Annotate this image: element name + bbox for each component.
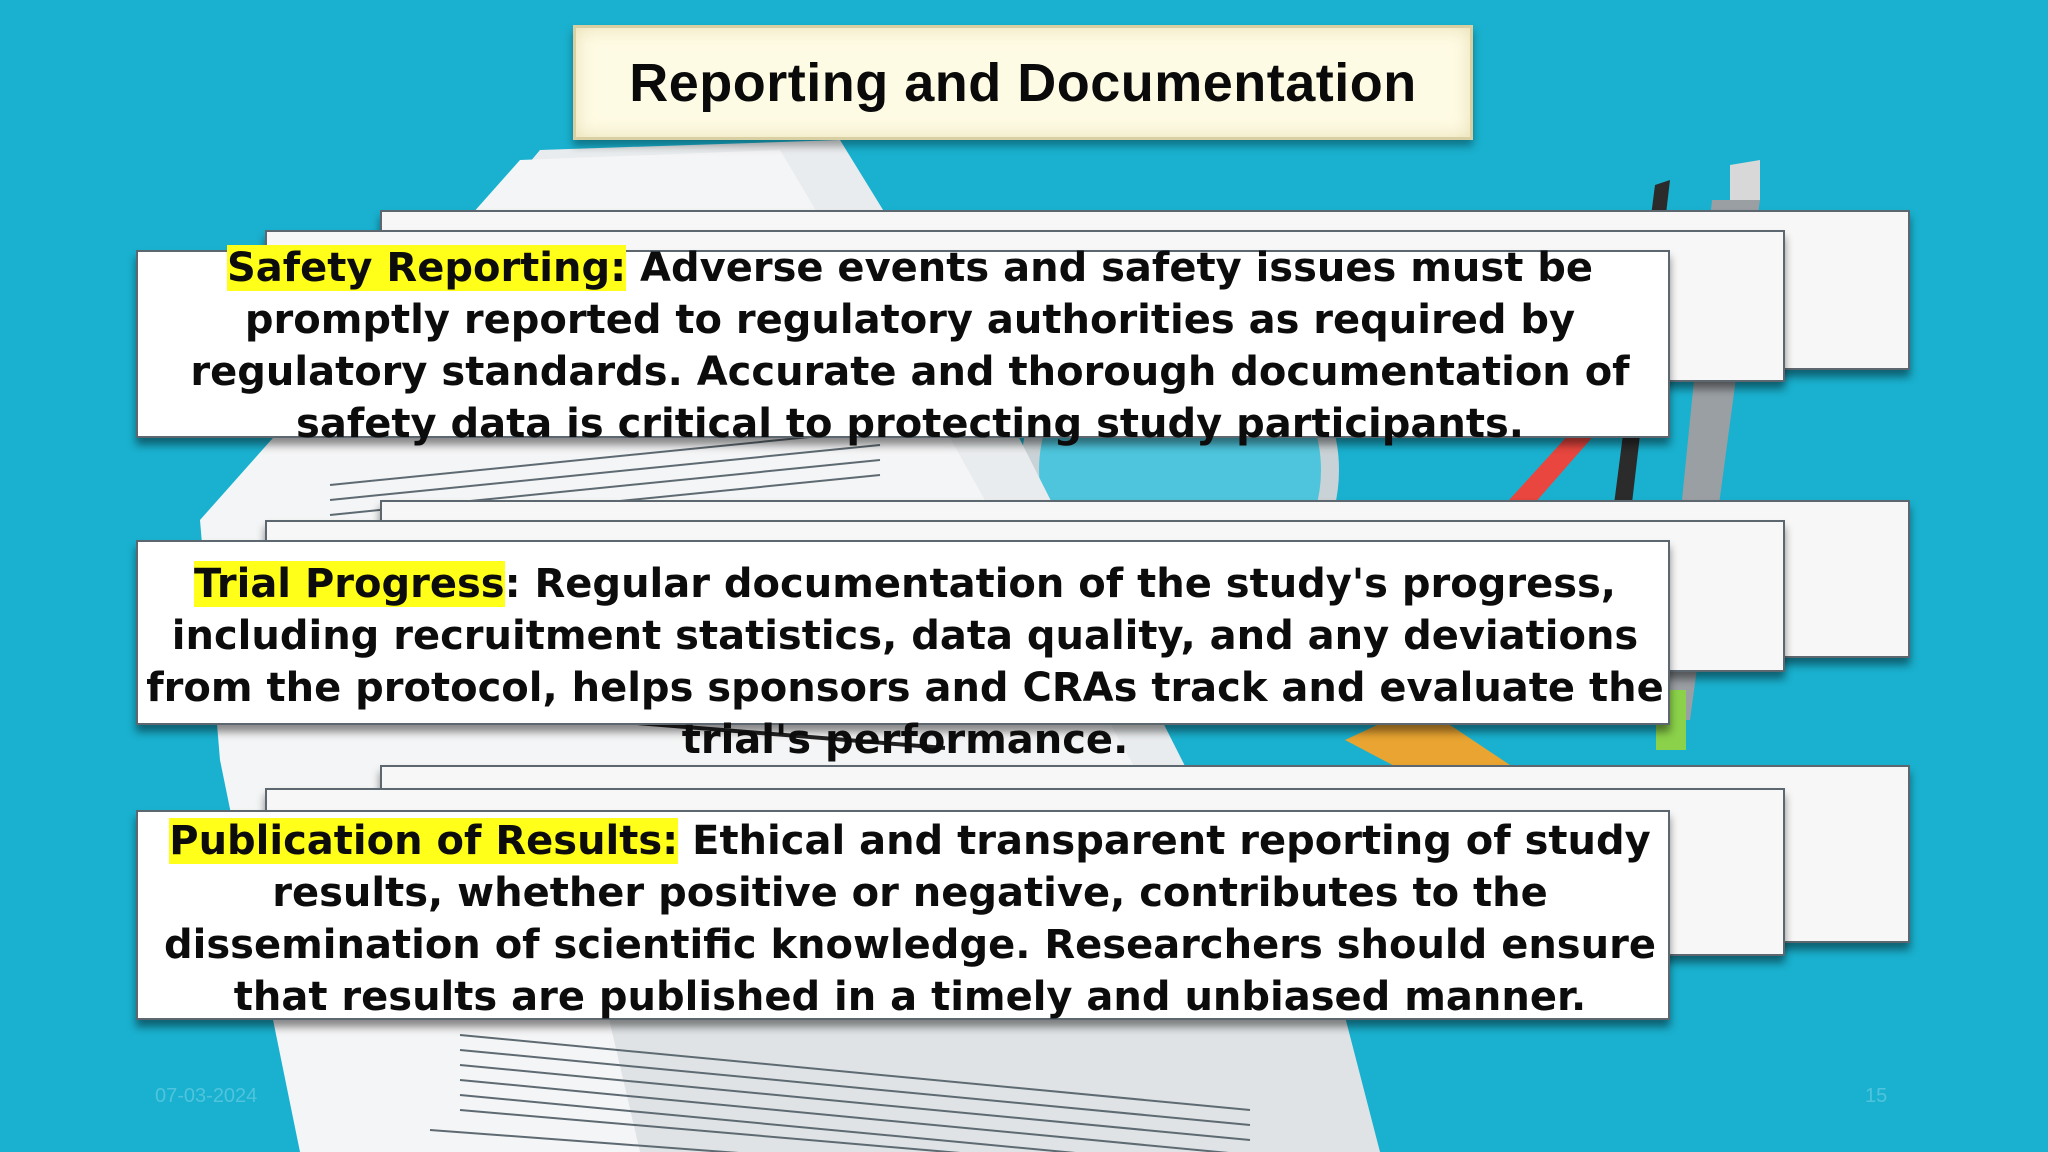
section-heading: Publication of Results:: [169, 818, 679, 864]
section-trial-progress: [140, 558, 1670, 766]
section-body: : Regular documentation of the study's progress, including recruitment statistics, data quality, and any deviations from the protocol, helps sponsors and CRAs track and evaluate the trial's performance.: [146, 561, 1664, 763]
section-heading: Trial Progress: [193, 561, 505, 607]
title-box: [573, 25, 1473, 140]
section-body: Adverse events and safety issues must be promptly reported to regulatory authorities as required by regulatory standards. Accurate and thorough documentation of safety data is critical to protecting study participants.: [190, 245, 1630, 447]
footer-page-number: 15: [1865, 1085, 1888, 1107]
footer-date: 07-03-2024: [155, 1085, 258, 1107]
section-heading: Safety Reporting:: [226, 245, 627, 291]
section-safety-reporting: [150, 242, 1670, 450]
slide-title: Reporting and Documentation: [629, 52, 1417, 113]
section-body: Ethical and transparent reporting of study results, whether positive or negative, contributes to the dissemination of scientific knowledge. Researchers should ensure that results are published in a timely and unbiased manner.: [164, 818, 1656, 1020]
section-publication-of-results: [145, 815, 1675, 1023]
